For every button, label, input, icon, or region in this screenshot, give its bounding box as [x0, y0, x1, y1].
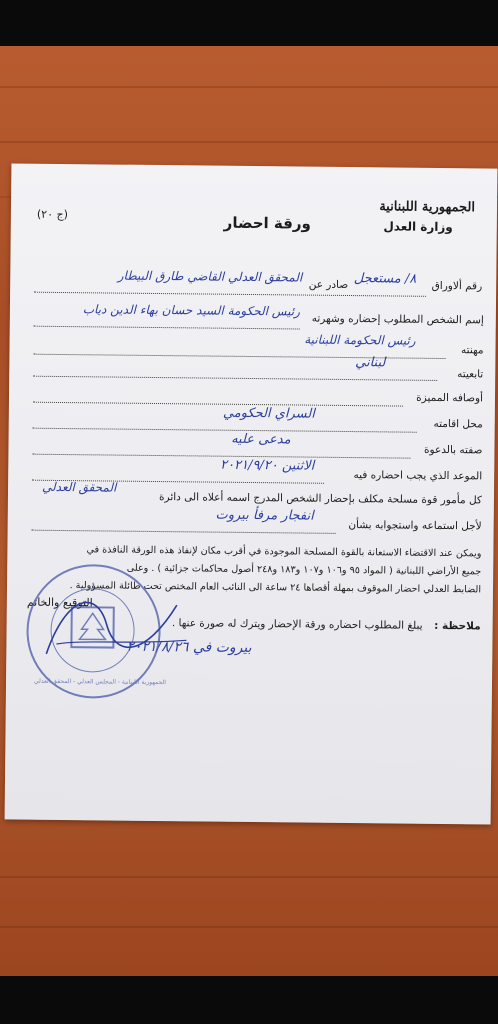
header-ministry: وزارة العدل [383, 219, 453, 235]
note-label: ملاحظة : [434, 619, 481, 633]
profession-label: مهنته [461, 344, 484, 357]
capacity-label: صفته بالدعوة [424, 443, 483, 457]
paragraph-line-1: ويمكن عند الاقتضاء الاستعانة بالقوة المسلحة الموجودة في أقرب مكان لإنفاذ هذه الورقة النافذة في [86, 544, 482, 560]
residence-value: السراي الحكومي [222, 405, 315, 422]
paragraph-line-3: الضابط العدلي احضار الموقوف بمهلة أقصاها ٢٤ ساعة الى النائب العام المختص تحت طائلة المسؤولية . [69, 580, 482, 596]
residence-label: محل اقامته [433, 417, 483, 431]
residence-dotted-line [33, 428, 417, 433]
ref-dotted-line [34, 292, 426, 297]
profession-value: رئيس الحكومة اللبنانية [304, 332, 416, 348]
issued-from-label: صادر عن [308, 278, 349, 292]
summons-document [5, 163, 498, 824]
nationality-label: تابعيته [457, 368, 484, 381]
document-title: ورقة احضار [223, 213, 311, 233]
hearing-value: انفجار مرفأ بيروت [215, 507, 314, 524]
header-republic: الجمهورية اللبنانية [379, 199, 476, 216]
stamp-text: الجمهورية اللبنانية - المجلس العدلي - المحقق العدلي [33, 677, 166, 687]
date-place: بيروت في ٢٠٢١/٨/٢٦ [126, 638, 252, 657]
note-text: يبلغ المطلوب احضاره ورقة الإحضار ويترك له صورة عنها . [171, 617, 423, 632]
hearing-dotted-line [32, 530, 336, 534]
person-label: إسم الشخص المطلوب إحضاره وشهرته [311, 312, 484, 327]
capacity-value: مدعى عليه [231, 431, 291, 448]
features-label: أوصافه المميزة [416, 391, 484, 405]
nationality-dotted-line [33, 376, 437, 381]
order-value: المحقق العدلي [41, 479, 117, 495]
person-value: رئيس الحكومة السيد حسان بهاء الدين دياب [82, 302, 300, 319]
ref-label: رقم ألاوراق [431, 279, 483, 293]
hearing-label: لأجل استماعه واستجوابه بشأن [348, 519, 482, 533]
appointment-label: الموعد الذي يجب احضاره فيه [353, 469, 483, 483]
person-dotted-line [34, 326, 300, 330]
nationality-value: لبناني [355, 355, 386, 371]
appointment-value: الاثنين ٢٠٢١/٩/٢٠ [220, 457, 315, 474]
issued-from-value: المحقق العدلي القاضي طارق البيطار [117, 268, 303, 285]
handwritten-signature [36, 584, 197, 666]
ref-value: ٨/ مستعجل [353, 271, 417, 287]
paragraph-line-2: جميع الأراضي اللبنانية ( المواد ٩٥ و١٠٦ و١٠٧ و١٨٣ و٢٤٨ أصول محاكمات جزائية ) . وعلى [126, 562, 482, 578]
order-line: كل مأمور قوة مسلحة مكلف بإحضار الشخص المدرج اسمه أعلاه الى دائرة [158, 491, 483, 507]
signature-label: التوقيع والخاتم [26, 595, 93, 610]
features-dotted-line [33, 402, 403, 407]
form-code: (ج ٢٠) [36, 207, 68, 222]
